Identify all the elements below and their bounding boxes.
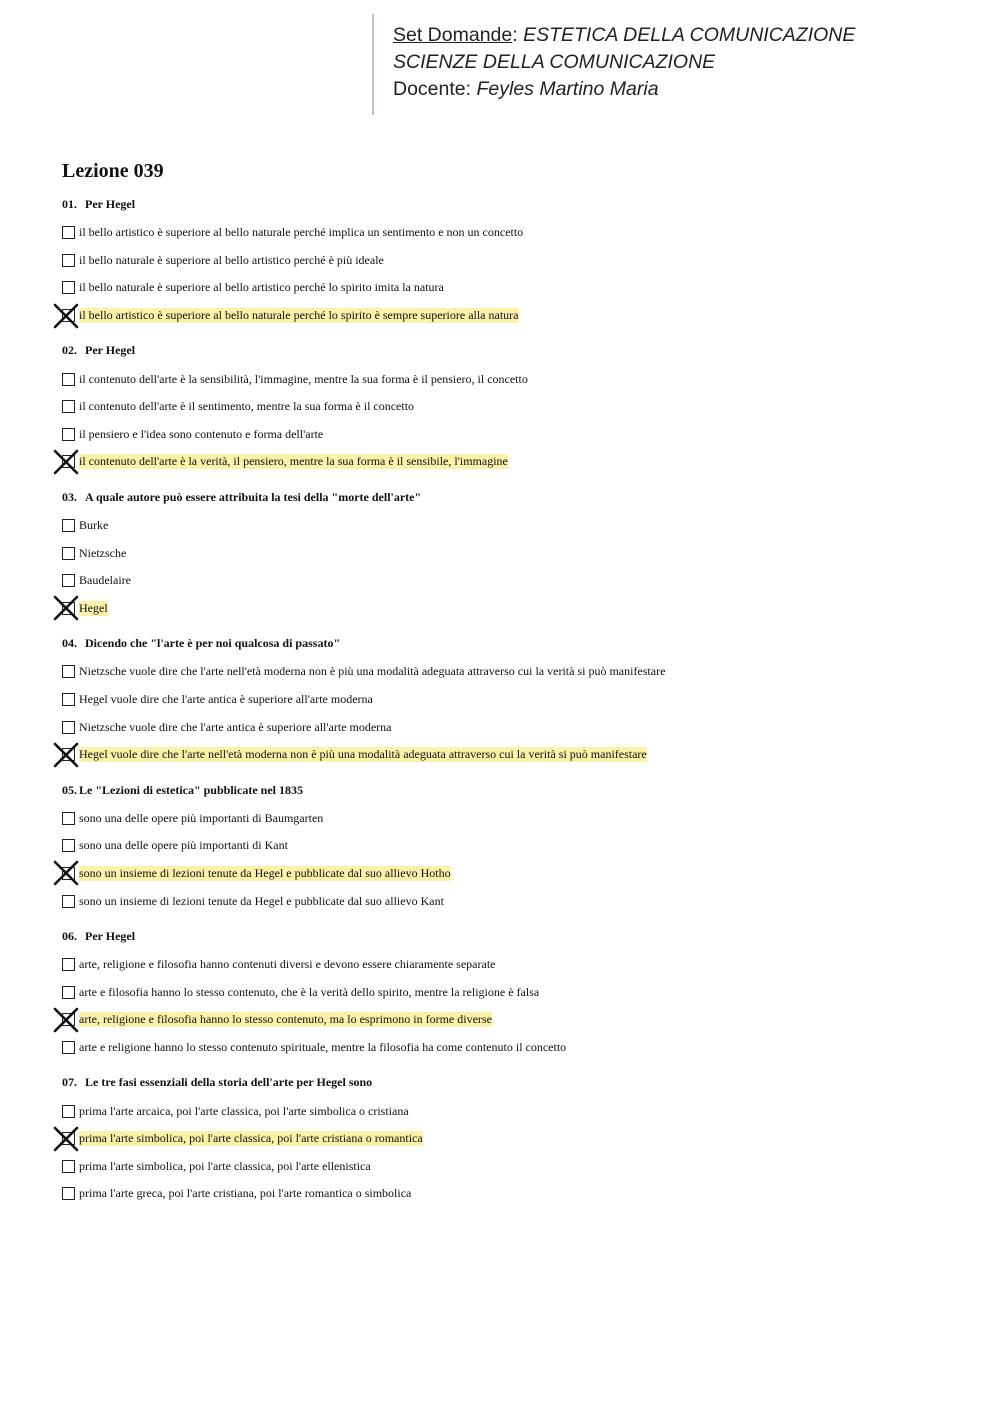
answer-text: arte, religione e filosofia hanno contenuti diversi e devono essere chiaramente separate <box>79 957 496 972</box>
question-number: 02. <box>62 343 77 358</box>
question-4 <box>62 635 962 768</box>
question-text: Le "Lezioni di estetica" pubblicate nel 1835 <box>79 782 303 797</box>
answer-checkbox[interactable] <box>62 428 75 441</box>
question-text: Le tre fasi essenziali della storia dell'arte per Hegel sono <box>85 1075 373 1090</box>
answer-text: Hegel <box>79 600 108 615</box>
answer-text: prima l'arte arcaica, poi l'arte classica, poi l'arte simbolica o cristiana <box>79 1103 409 1118</box>
answer-text: arte e religione hanno lo stesso contenuto spirituale, mentre la filosofia ha come contenuto il concetto <box>79 1039 567 1054</box>
question-6 <box>62 928 962 1061</box>
answer-option[interactable] <box>62 1180 962 1208</box>
answer-checkbox[interactable] <box>62 693 75 706</box>
set-colon: : <box>512 24 518 46</box>
question-3 <box>62 489 962 622</box>
question-number: 06. <box>62 928 77 943</box>
cross-mark-icon <box>53 742 79 768</box>
question-title <box>62 928 962 945</box>
answer-text: sono un insieme di lezioni tenute da Hegel e pubblicate dal suo allievo Hotho <box>79 865 451 880</box>
question-title <box>62 1074 962 1091</box>
cross-mark-icon <box>53 1007 79 1033</box>
answer-text: Baudelaire <box>79 573 131 588</box>
question-text: A quale autore può essere attribuita la tesi della "morte dell'arte" <box>85 489 422 504</box>
answer-text: il bello naturale è superiore al bello artistico perché lo spirito imita la natura <box>79 280 444 295</box>
answer-option[interactable] <box>62 274 962 302</box>
answer-checkbox[interactable] <box>62 1105 75 1118</box>
header-line-teacher <box>393 76 932 103</box>
cross-mark-icon <box>53 1126 79 1152</box>
answer-option[interactable] <box>62 567 962 595</box>
answer-option[interactable] <box>62 595 962 623</box>
answer-checkbox[interactable] <box>62 958 75 971</box>
answer-text: Nietzsche <box>79 545 127 560</box>
question-title <box>62 342 962 359</box>
answer-text: arte, religione e filosofia hanno lo stesso contenuto, ma lo esprimono in forme diverse <box>79 1012 492 1027</box>
course-name: ESTETICA DELLA COMUNICAZIONE <box>523 24 856 46</box>
answer-option[interactable] <box>62 1152 962 1180</box>
answer-checkbox[interactable] <box>62 1041 75 1054</box>
answer-option[interactable] <box>62 365 962 393</box>
answer-option[interactable] <box>62 658 962 686</box>
question-title <box>62 489 962 506</box>
question-list <box>62 196 962 1208</box>
answer-checkbox[interactable] <box>62 281 75 294</box>
answer-option[interactable] <box>62 713 962 741</box>
question-text: Dicendo che "l'arte è per noi qualcosa di passato" <box>85 636 341 651</box>
question-1 <box>62 196 962 329</box>
answer-option[interactable] <box>62 512 962 540</box>
header-line-course <box>393 22 932 49</box>
answer-text: prima l'arte greca, poi l'arte cristiana, poi l'arte romantica o simbolica <box>79 1186 412 1201</box>
answer-text: Nietzsche vuole dire che l'arte nell'età moderna non è più una modalità adeguata attraverso cui la verità si può manifestare <box>79 664 666 679</box>
lesson-title: Lezione 039 <box>62 160 164 182</box>
answer-option[interactable] <box>62 832 962 860</box>
answer-text: sono un insieme di lezioni tenute da Hegel e pubblicate dal suo allievo Kant <box>79 893 444 908</box>
answer-option[interactable] <box>62 978 962 1006</box>
answer-text: prima l'arte simbolica, poi l'arte classica, poi l'arte cristiana o romantica <box>79 1131 423 1146</box>
question-title <box>62 782 962 799</box>
answer-option[interactable] <box>62 1034 962 1062</box>
answer-text: il bello artistico è superiore al bello naturale perché implica un sentimento e non un concetto <box>79 225 524 240</box>
answer-checkbox[interactable] <box>62 373 75 386</box>
program-name: SCIENZE DELLA COMUNICAZIONE <box>393 51 716 73</box>
answer-option[interactable] <box>62 1006 962 1034</box>
answer-text: Hegel vuole dire che l'arte nell'età moderna non è più una modalità adeguata attraverso cui la verità si può manifestare <box>79 747 647 762</box>
answer-text: arte e filosofia hanno lo stesso contenuto, che è la verità dello spirito, mentre la religione è falsa <box>79 984 540 999</box>
answer-text: il bello artistico è superiore al bello naturale perché lo spirito è sempre superiore alla natura <box>79 308 519 323</box>
answer-text: Burke <box>79 518 109 533</box>
answer-option[interactable] <box>62 448 962 476</box>
answer-checkbox[interactable] <box>62 400 75 413</box>
answer-option[interactable] <box>62 393 962 421</box>
question-text: Per Hegel <box>85 197 136 211</box>
answer-text: il contenuto dell'arte è la verità, il pensiero, mentre la sua forma è il sensibile, l'immagine <box>79 454 508 469</box>
answer-text: Hegel vuole dire che l'arte antica è superiore all'arte moderna <box>79 692 373 707</box>
teacher-name: Feyles Martino Maria <box>476 78 659 100</box>
cross-mark-icon <box>53 860 79 886</box>
cross-mark-icon <box>53 595 79 621</box>
answer-checkbox[interactable] <box>62 254 75 267</box>
answer-option[interactable] <box>62 1097 962 1125</box>
question-title <box>62 196 962 213</box>
question-number: 01. <box>62 197 77 211</box>
answer-text: sono una delle opere più importanti di Baumgarten <box>79 810 324 825</box>
answer-checkbox[interactable] <box>62 574 75 587</box>
answer-option[interactable] <box>62 302 962 330</box>
answer-option[interactable] <box>62 539 962 567</box>
answer-text: sono una delle opere più importanti di Kant <box>79 838 288 853</box>
answer-checkbox[interactable] <box>62 812 75 825</box>
question-text: Per Hegel <box>85 343 136 358</box>
answer-checkbox[interactable] <box>62 519 75 532</box>
cross-mark-icon <box>53 449 79 475</box>
answer-option[interactable] <box>62 860 962 888</box>
answer-text: Nietzsche vuole dire che l'arte antica è superiore all'arte moderna <box>79 719 392 734</box>
answer-option[interactable] <box>62 741 962 769</box>
header-line-program <box>393 49 932 76</box>
answer-option[interactable] <box>62 1125 962 1153</box>
answer-checkbox[interactable] <box>62 226 75 239</box>
question-2 <box>62 342 962 475</box>
answer-text: il bello naturale è superiore al bello artistico perché è più ideale <box>79 252 384 267</box>
document-header <box>372 14 932 115</box>
answer-checkbox[interactable] <box>62 721 75 734</box>
question-number: 07. <box>62 1075 77 1090</box>
answer-option[interactable] <box>62 219 962 247</box>
answer-option[interactable] <box>62 247 962 275</box>
answer-text: prima l'arte simbolica, poi l'arte classica, poi l'arte ellenistica <box>79 1158 371 1173</box>
answer-option[interactable] <box>62 686 962 714</box>
teacher-label: Docente: <box>393 78 472 100</box>
answer-option[interactable] <box>62 951 962 979</box>
question-5 <box>62 782 962 915</box>
answer-checkbox[interactable] <box>62 839 75 852</box>
answer-option[interactable] <box>62 421 962 449</box>
answer-text: il pensiero e l'idea sono contenuto e forma dell'arte <box>79 426 324 441</box>
answer-checkbox[interactable] <box>62 547 75 560</box>
cross-mark-icon <box>53 303 79 329</box>
answer-checkbox[interactable] <box>62 1187 75 1200</box>
question-number: 03. <box>62 489 77 504</box>
answer-checkbox[interactable] <box>62 986 75 999</box>
question-number: 05. <box>62 782 77 797</box>
answer-checkbox[interactable] <box>62 1160 75 1173</box>
answer-option[interactable] <box>62 805 962 833</box>
question-number: 04. <box>62 636 77 651</box>
answer-text: il contenuto dell'arte è la sensibilità, l'immagine, mentre la sua forma è il pensiero, il concetto <box>79 371 528 386</box>
answer-checkbox[interactable] <box>62 665 75 678</box>
answer-checkbox[interactable] <box>62 895 75 908</box>
question-text: Per Hegel <box>85 928 136 943</box>
answer-option[interactable] <box>62 887 962 915</box>
question-title <box>62 635 962 652</box>
set-label: Set Domande <box>393 24 513 46</box>
question-7 <box>62 1074 962 1207</box>
answer-text: il contenuto dell'arte è il sentimento, mentre la sua forma è il concetto <box>79 399 415 414</box>
